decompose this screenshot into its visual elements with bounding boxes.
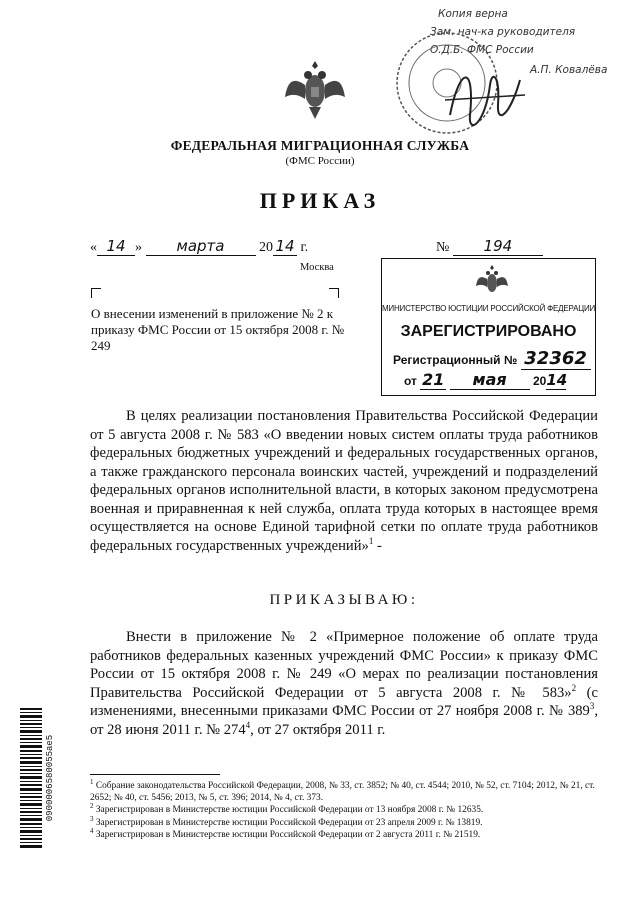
footnote-ref: 4	[245, 719, 251, 730]
footnote-ref: 1	[368, 535, 374, 546]
footnote-text: Зарегистрирован в Министерстве юстиции Российской Федерации от 13 ноября 2008 г. № 12635.	[95, 805, 484, 816]
operative-text-a: Внести в приложение № 2 «Примерное положение об оплате труда работников федеральных казенных учреждений ФМС России» к приказу ФМС России от 15 октября 2008 г. № 249 «О мерах по реализации постановления Правительства Российской Федерации от 5 августа 2008 г. № 583»	[90, 629, 598, 701]
preamble-end: -	[373, 537, 382, 554]
handwritten-note-line: О.Д.Б. ФМС России	[430, 44, 534, 56]
footnote	[90, 826, 598, 841]
operative-paragraph	[90, 628, 598, 739]
date-open-quote: «	[90, 240, 97, 255]
document-type-title: ПРИКАЗ	[259, 188, 381, 213]
preamble-paragraph	[90, 407, 598, 555]
date-close-quote: »	[135, 240, 142, 255]
footnote-text: Зарегистрирован в Министерстве юстиции Российской Федерации от 23 апреля 2009 г. № 13819.	[95, 817, 483, 828]
barcode-number	[45, 708, 57, 848]
stamp-reg-number: 32362	[521, 348, 591, 370]
footnote-text: Зарегистрирован в Министерстве юстиции Российской Федерации от 2 августа 2011 г. № 21519.	[95, 829, 481, 840]
date-day: 14	[97, 237, 135, 256]
signature-icon	[440, 55, 530, 145]
footnote	[90, 814, 598, 829]
city: Москва	[300, 262, 334, 273]
order-subject: О внесении изменений в приложение № 2 к приказу ФМС России от 15 октября 2008 г. № 249	[91, 306, 345, 353]
date-month: марта	[146, 237, 256, 256]
footnote	[90, 777, 598, 804]
stamp-date-month: мая	[450, 370, 530, 390]
order-date	[90, 237, 308, 256]
date-year-prefix: 20	[259, 240, 273, 255]
barcode-icon	[20, 708, 42, 848]
stamp-date-year-prefix: 20	[532, 374, 547, 388]
footnote	[90, 804, 598, 816]
handwritten-note-line: Копия верна	[438, 8, 508, 20]
stamp-date-day: 21	[422, 370, 445, 389]
operative-text-c: , от 28 июня 2011 г. № 274	[90, 703, 598, 738]
stamp-date-year-suffix: 14	[546, 371, 568, 389]
preamble-text: В целях реализации постановления Правительства Российской Федерации от 5 августа 2008 г. № 583 «О введении новых систем оплаты труда работников федеральных бюджетных учреждений и федеральных государственных органов, а также гражданского персонала воинских частей, учреждений и подразделений федеральных органов исполнительной власти, в которых законом предусмотрена военная и приравненная к ней служба, оплата труда которых в настоящее время осуществляется на основе Единой тарифной сетки по оплате труда работников федеральных государственных учреждений»	[90, 408, 598, 554]
coat-of-arms-icon	[283, 55, 347, 125]
footnote-number: 4	[90, 826, 94, 835]
handwritten-note-line: Зам. нач-ка руководителя	[430, 26, 576, 38]
date-year-suffix: 14	[273, 237, 297, 256]
order-number	[436, 237, 543, 256]
agency-abbreviation: (ФМС России)	[285, 155, 355, 167]
footnote-ref: 3	[589, 701, 595, 712]
subject-corner-right	[329, 288, 339, 298]
order-word: ПРИКАЗЫВАЮ:	[269, 592, 419, 608]
footnote-text: Собрание законодательства Российской Федерации, 2008, № 33, ст. 3852; № 40, ст. 4544; 2010, № 52, ст. 7104; 2012, № 21, ст. 2652; № 40, ст. 5456; 2013, № 5, ст. 396; 2014, № 4, ст. 373.	[90, 781, 595, 804]
barcode-number-text: 0900006580055ae5	[45, 734, 55, 822]
number-prefix: №	[436, 240, 450, 255]
stamp-reg-number-row	[393, 348, 591, 370]
stamp-reg-number-label: Регистрационный №	[393, 353, 518, 367]
subject-corner-left	[91, 288, 101, 298]
date-year-mark: г.	[300, 240, 309, 255]
stamp-date-label: от	[404, 374, 417, 388]
operative-text-d: , от 27 октября 2011 г.	[250, 721, 386, 738]
footnotes	[90, 777, 598, 841]
stamp-registered: ЗАРЕГИСТРИРОВАНО	[400, 323, 577, 340]
stamp-date-row	[404, 370, 566, 390]
stamp-ministry: МИНИСТЕРСТВО ЮСТИЦИИ РОССИЙСКОЙ ФЕДЕРАЦИИ	[381, 304, 596, 313]
footnote-number: 2	[90, 802, 94, 811]
footnote-number: 1	[90, 777, 94, 786]
agency-name: ФЕДЕРАЛЬНАЯ МИГРАЦИОННАЯ СЛУЖБА	[170, 138, 470, 153]
stamp-emblem-icon	[475, 264, 509, 300]
number-value: 194	[453, 237, 543, 256]
footnote-number: 3	[90, 814, 94, 823]
operative-text-b: (с изменениями, внесенными приказами ФМС России от 27 ноября 2008 г. № 389	[90, 684, 598, 719]
footnote-ref: 2	[571, 682, 577, 693]
footnote-rule	[90, 774, 220, 775]
handwritten-note-line: А.П. Ковалёва	[530, 64, 608, 76]
